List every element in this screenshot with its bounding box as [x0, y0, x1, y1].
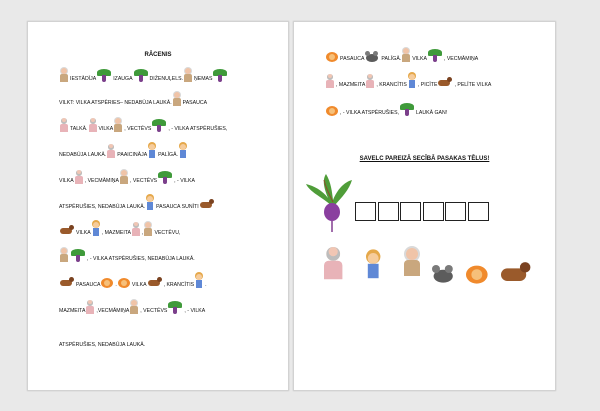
beet-icon: [304, 172, 359, 234]
cat-icon: [118, 276, 130, 288]
cat-icon[interactable]: [466, 262, 488, 284]
story-line: [325, 74, 545, 88]
dog-icon[interactable]: [501, 260, 530, 285]
story-text-fragment: VILKA: [412, 56, 427, 62]
story-line: [59, 222, 279, 236]
story-text-fragment: VILKA: [98, 126, 114, 132]
girl-icon: [92, 222, 100, 236]
granny-icon: [132, 222, 140, 236]
story-text-fragment: PASAUCA: [182, 100, 208, 106]
story-text-fragment: PALĪGĀ.: [158, 152, 178, 158]
story-text-fragment: PAAICINĀJA: [117, 152, 148, 158]
story-text-fragment: PALĪGĀ.: [381, 56, 402, 62]
dog-icon: [60, 276, 74, 288]
girl-icon[interactable]: [366, 253, 380, 278]
answer-box[interactable]: [423, 202, 444, 221]
mouse-icon[interactable]: [432, 265, 454, 283]
story-text-fragment: PASAUCA SUNĪTI: [156, 204, 199, 210]
story-text-fragment: , MAZMEITA: [101, 230, 132, 236]
granny-icon: [86, 300, 94, 314]
dog-icon: [148, 276, 162, 288]
document-page-right: [293, 21, 556, 391]
granny-icon: [326, 74, 334, 88]
answer-box[interactable]: [378, 202, 399, 221]
story-text-fragment: , VECMĀMIŅA: [443, 56, 479, 62]
story-line: [325, 48, 545, 62]
story-text-fragment: , - VILKA: [174, 178, 195, 184]
story-text-fragment: DIŽENUĻELS.: [149, 76, 183, 82]
grandpa-icon: [60, 248, 68, 262]
answer-box[interactable]: [445, 202, 466, 221]
story-text-fragment: , KRANCĪTIS: [163, 282, 195, 288]
story-line: [59, 118, 279, 132]
granny-icon: [60, 118, 68, 132]
beet-icon: [168, 301, 182, 314]
dog-icon: [60, 224, 74, 236]
granny-icon: [366, 74, 374, 88]
story-text-fragment: ATSPĒRUŠIES, NEDABŪJA LAUKĀ.: [59, 204, 146, 210]
story-line: [59, 68, 279, 82]
answer-box[interactable]: [468, 202, 489, 221]
story-text-fragment: ,: [142, 230, 144, 236]
story-text-fragment: ŅEMAS: [194, 76, 213, 82]
story-line: [325, 102, 545, 116]
beet-icon: [213, 69, 227, 82]
beet-icon: [134, 69, 148, 82]
granny-icon[interactable]: [324, 247, 342, 279]
story-line: [59, 92, 279, 106]
cat-icon: [326, 50, 338, 62]
beet-icon: [158, 171, 172, 184]
story-line: [59, 170, 279, 184]
grandpa-icon: [60, 68, 68, 82]
story-text-fragment: , VECTĒVS: [130, 178, 158, 184]
story-text-fragment: IZAUGA: [113, 76, 133, 82]
story-text-fragment: , VECTĒVS: [124, 126, 152, 132]
story-text-fragment: PASAUCA: [76, 282, 101, 288]
story-line: [59, 334, 279, 348]
granny-icon: [89, 118, 97, 132]
document-page-left: [27, 21, 289, 391]
story-text-fragment: , VECTĒVS: [140, 308, 168, 314]
answer-box[interactable]: [400, 202, 421, 221]
mouse-icon: [365, 51, 379, 62]
girl-icon: [179, 144, 187, 158]
story-text-fragment: TALKĀ.: [70, 126, 88, 132]
story-line: [59, 274, 279, 288]
story-text-fragment: , PELĪTE VILKA: [454, 82, 492, 88]
grandpa-icon: [130, 300, 138, 314]
granny-icon: [107, 144, 115, 158]
dog-icon: [438, 76, 452, 88]
grandpa-icon: [114, 118, 122, 132]
story-text-fragment: NEDABŪJA LAUKĀ.: [59, 152, 107, 158]
story-text-fragment: , PICĪTE: [417, 82, 438, 88]
cat-icon: [101, 276, 113, 288]
story-text-fragment: VILKA: [76, 230, 91, 236]
story-text-fragment: , - VILKA ATSPĒRUŠIES, NEDABŪJA LAUKĀ.: [87, 256, 195, 262]
dog-icon: [200, 198, 214, 210]
story-text-fragment: MAZMEITA: [59, 308, 86, 314]
story-text-fragment: LAUKĀ GAN!: [416, 110, 448, 116]
grandpa-icon: [402, 48, 410, 62]
story-text-fragment: , MAZMEITA: [336, 82, 366, 88]
answer-boxes: [355, 202, 491, 221]
grandpa-icon: [173, 92, 181, 106]
grandpa-icon: [120, 170, 128, 184]
story-text-fragment: ATSPĒRUŠIES, NEDABŪJA LAUKĀ.: [59, 342, 146, 348]
grandpa-icon: [184, 68, 192, 82]
granny-icon: [75, 170, 83, 184]
story-text-fragment: , - VILKA: [184, 308, 206, 314]
beet-icon: [152, 119, 166, 132]
girl-icon: [408, 74, 416, 88]
story-text-fragment: VECTĒVU,: [154, 230, 181, 236]
story-text-fragment: VILKA: [131, 282, 147, 288]
story-text-fragment: .: [115, 282, 117, 288]
grandpa-icon[interactable]: [404, 248, 420, 276]
story-line: [59, 196, 279, 210]
story-text-fragment: , VECMĀMIŅA: [84, 178, 120, 184]
grandpa-icon: [144, 222, 152, 236]
story-line: [59, 144, 279, 158]
beet-icon: [97, 69, 111, 82]
story-text-fragment: , KRANCĪTIS: [376, 82, 407, 88]
girl-icon: [148, 144, 156, 158]
story-text-fragment: VILKA: [59, 178, 74, 184]
answer-box[interactable]: [355, 202, 376, 221]
story-text-fragment: IESTĀDĪJA: [70, 76, 97, 82]
beet-icon: [400, 103, 414, 116]
story-line: [59, 248, 279, 262]
beet-icon: [428, 49, 442, 62]
story-text-fragment: .: [205, 282, 207, 288]
story-title: RĀCENIS: [144, 52, 172, 58]
girl-icon: [146, 196, 154, 210]
story-text-fragment: , - VILKA ATSPĒRUŠIES,: [340, 110, 400, 116]
task-title: SAVELC PAREIZĀ SECĪBĀ PASAKAS TĒLUS!: [359, 156, 490, 162]
beet-icon: [71, 249, 85, 262]
story-text-fragment: ,VECMĀMIŅA: [96, 308, 130, 314]
story-text-fragment: PASAUCA: [340, 56, 365, 62]
story-line: [59, 300, 279, 314]
girl-icon: [195, 274, 203, 288]
cat-icon: [326, 104, 338, 116]
story-text-fragment: , - VILKA ATSPĒRUŠIES,: [168, 126, 228, 132]
story-text-fragment: VILKT: VILKA ATSPĒRIES– NEDABŪJA LAUKĀ.: [59, 100, 172, 106]
